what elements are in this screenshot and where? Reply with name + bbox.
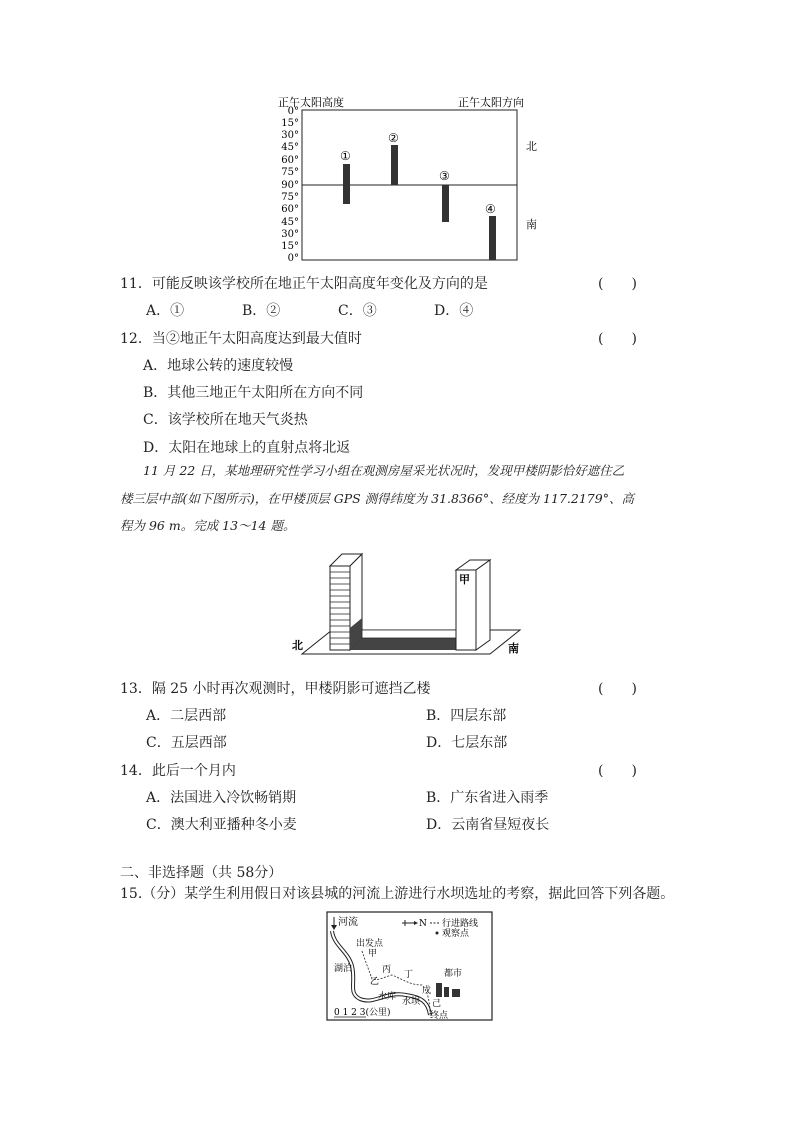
q14-stem: 14．此后一个月内 [120, 763, 236, 779]
map-lake-label: 湖泊 [334, 964, 353, 974]
map-end-label: 终点 [430, 1011, 449, 1021]
tick-label: 30° [281, 130, 299, 141]
q13-option-a[interactable]: A．二层西部 [146, 708, 227, 724]
north-label: 北 [526, 140, 537, 153]
passage-line-3: 程为 96 m。完成 13～14 题。 [120, 518, 296, 533]
tick-label: 0° [287, 106, 299, 117]
q11-option-c[interactable]: C．③ [338, 303, 377, 319]
building-figure [290, 548, 525, 670]
map-scale-label: 0 1 2 3(公里) [334, 1008, 391, 1018]
chart-left-title: 正午太阳高度 [278, 96, 344, 109]
map-reservoir-label: 水库 [378, 992, 397, 1002]
passage-line-2: 楼三层中部(如下图所示)，在甲楼顶层 GPS 测得纬度为 31.8366°、经度为 117.2179°、高 [120, 491, 634, 506]
bar-1 [343, 164, 350, 204]
q12-option-b[interactable]: B．其他三地正午太阳所在方向不同 [143, 385, 364, 401]
tick-label: 30° [281, 229, 299, 240]
bar-4 [489, 216, 496, 260]
chart-right-title: 正午太阳方向 [458, 96, 524, 109]
map-wu-label: 戊 [422, 986, 432, 996]
marker-4: ④ [485, 202, 496, 216]
q12-option-c[interactable]: C．该学校所在地天气炎热 [143, 412, 308, 428]
chart-ticks [281, 106, 299, 264]
q13-option-c[interactable]: C．五层西部 [146, 735, 227, 751]
bar-3 [442, 185, 449, 222]
building-north-label: 北 [292, 639, 303, 652]
q11-option-a[interactable]: A．① [146, 303, 185, 319]
south-label: 南 [526, 218, 537, 231]
q11-stem: 11．可能反映该学校所在地正午太阳高度年变化及方向的是 [120, 276, 488, 292]
q11-paren: ( ) [598, 276, 637, 292]
map-dam-label: 水坝 [402, 997, 421, 1007]
marker-2: ② [388, 131, 399, 145]
q11-option-d[interactable]: D．④ [434, 303, 474, 319]
marker-3: ③ [439, 169, 450, 183]
q12-option-d[interactable]: D．太阳在地球上的直射点将北返 [143, 440, 351, 456]
q12-option-a[interactable]: A．地球公转的速度较慢 [143, 358, 294, 374]
marker-1: ① [340, 149, 351, 163]
legend-point-label: 观察点 [442, 929, 470, 939]
map-city-label: 都市 [444, 969, 463, 979]
q13-paren: ( ) [598, 681, 637, 697]
tick-label: 60° [281, 204, 299, 215]
tick-label: 15° [281, 241, 299, 252]
tick-label: 15° [281, 118, 299, 129]
tick-label: 0° [287, 253, 299, 264]
q15-stem: 15.（分）某学生利用假日对该县城的河流上游进行水坝选址的考察，据此回答下列各题。 [120, 886, 675, 902]
q14-option-a[interactable]: A．法国进入冷饮畅销期 [146, 790, 297, 806]
q13-option-b[interactable]: B．四层东部 [426, 708, 507, 724]
q13-stem: 13．隔 25 小时再次观测时，甲楼阴影可遮挡乙楼 [120, 681, 431, 697]
map-ding-label: 丁 [404, 970, 414, 980]
tick-label: 75° [281, 192, 299, 203]
tick-label: 45° [281, 217, 299, 228]
tick-label: 90° [281, 180, 299, 191]
map-north-label: N [419, 919, 427, 929]
map-bing-label: 丙 [382, 965, 392, 975]
map-yi-label: 乙 [370, 977, 380, 987]
passage-line-1: 11 月 22 日，某地理研究性学习小组在观测房屋采光状况时，发现甲楼阴影恰好遮住乙 [143, 463, 625, 478]
q14-option-c[interactable]: C．澳大利亚播种冬小麦 [146, 817, 297, 833]
tick-label: 75° [281, 167, 299, 178]
shadow-ground-light [362, 630, 462, 638]
q12-paren: ( ) [598, 331, 637, 347]
shadow-ground [350, 638, 468, 650]
building-jia-label: 甲 [459, 573, 470, 586]
q13-option-d[interactable]: D．七层东部 [426, 735, 508, 751]
legend-route-label: 行进路线 [442, 919, 479, 929]
map-river-label: 河流 [338, 917, 358, 928]
tick-label: 45° [281, 142, 299, 153]
sun-altitude-chart [270, 92, 560, 264]
q14-option-d[interactable]: D．云南省昼短夜长 [426, 817, 550, 833]
map-start-label: 出发点 [356, 939, 384, 949]
building-south-label: 南 [508, 642, 519, 655]
section-heading: 二、非选择题（共 58分） [120, 865, 283, 881]
q14-option-b[interactable]: B．广东省进入雨季 [426, 790, 549, 806]
q12-stem: 12．当②地正午太阳高度达到最大值时 [120, 331, 362, 347]
q14-paren: ( ) [598, 763, 637, 779]
river-map [326, 911, 494, 1023]
map-ji-label: 己 [432, 999, 442, 1009]
q11-option-b[interactable]: B．② [242, 303, 281, 319]
bar-2 [391, 145, 398, 185]
map-jia-label: 甲 [368, 949, 378, 959]
tick-label: 60° [281, 155, 299, 166]
